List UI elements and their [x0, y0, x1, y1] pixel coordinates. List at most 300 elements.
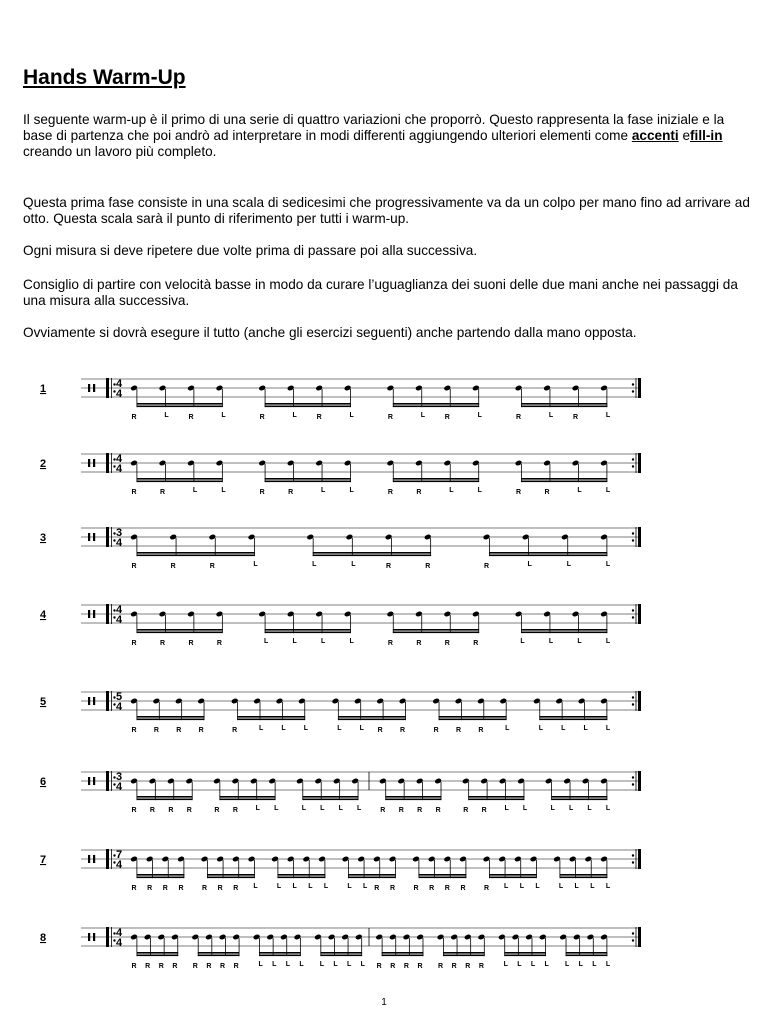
sticking-label: R [131, 563, 137, 570]
sixteenth-beam [137, 719, 205, 721]
start-repeat-thick-bar [106, 771, 109, 791]
repeat-dot [632, 783, 634, 785]
sticking-label: L [363, 883, 368, 890]
sticking-label: L [544, 961, 549, 968]
sixteenth-beam [489, 555, 607, 557]
sixteenth-beam [489, 877, 537, 879]
sixteenth-beam [265, 629, 351, 631]
sixteenth-beam [302, 796, 358, 798]
sticking-label: R [444, 414, 450, 421]
sticking-label: L [164, 412, 169, 419]
sixteenth-beam [302, 799, 358, 801]
sixteenth-beam [207, 874, 255, 876]
exercise-number: 6 [40, 776, 47, 788]
start-repeat-thick-bar [106, 378, 109, 398]
sticking-label: L [264, 638, 269, 645]
sticking-label: L [564, 961, 570, 968]
sixteenth-beam [348, 874, 396, 876]
sixteenth-beam [313, 555, 431, 557]
sticking-label: L [320, 805, 325, 812]
sixteenth-beam [566, 955, 608, 957]
sticking-label: R [417, 963, 423, 970]
percussion-clef [88, 459, 90, 467]
sticking-label: R [145, 963, 151, 970]
sixteenth-beam [137, 952, 179, 954]
sticking-label: L [477, 487, 482, 494]
repeat-dot [632, 616, 634, 618]
sixteenth-beam [198, 955, 240, 957]
percussion-clef [88, 533, 90, 541]
sticking-label: R [483, 563, 490, 570]
sixteenth-beam [393, 478, 479, 480]
start-repeat-thick-bar [106, 691, 109, 711]
sticking-label: L [583, 725, 588, 732]
sticking-label: R [544, 489, 550, 496]
sticking-label: R [198, 727, 204, 734]
sticking-label: R [158, 963, 164, 970]
time-signature-top: 4 [116, 378, 123, 390]
sticking-label: L [301, 805, 307, 812]
paragraph-scale: Questa prima fase consiste in una scala di sedicesimi che progressivamente va da un colpo per mano fino ad arrivare ad otto. Questa scala sarà il punto di riferimento per tutti i warm-up. [23, 195, 750, 226]
sixteenth-beam [137, 629, 223, 631]
sticking-label: L [299, 961, 304, 968]
sticking-label: R [386, 563, 392, 570]
intro-text-1: Il seguente warm-up è il primo di una serie di quattro variazioni che proporrò. Questo rappresenta la fase iniziale e la base di partenza che poi andrò ad interpretare in modi differenti aggiungendo ulteriori elementi come [23, 112, 725, 143]
exercise-number: 7 [40, 854, 47, 866]
sixteenth-beam [259, 952, 301, 954]
sticking-label: R [216, 640, 222, 647]
sixteenth-beam [137, 874, 185, 876]
end-repeat-thick-bar [638, 849, 641, 869]
sticking-label: R [159, 489, 166, 496]
sticking-label: R [460, 885, 466, 892]
end-repeat-thick-bar [638, 453, 641, 473]
sixteenth-beam [419, 877, 467, 879]
time-signature-top: 4 [116, 604, 123, 616]
sticking-label: L [349, 638, 354, 645]
sixteenth-beam [393, 403, 479, 405]
sixteenth-beam [137, 796, 193, 798]
sticking-label: L [522, 805, 528, 812]
sixteenth-beam [385, 796, 441, 798]
sixteenth-beam [265, 478, 351, 480]
sticking-label: L [292, 412, 297, 419]
sticking-label: R [387, 414, 393, 421]
sticking-label: R [416, 489, 422, 496]
sticking-label: R [206, 963, 212, 970]
sixteenth-beam [439, 719, 507, 721]
sticking-label: R [176, 727, 182, 734]
time-signature-bottom: 4 [116, 463, 123, 475]
percussion-clef [88, 855, 90, 863]
sticking-label: L [323, 883, 329, 890]
sticking-label: R [435, 807, 441, 814]
sticking-label: R [131, 885, 137, 892]
sticking-label: L [255, 805, 260, 812]
sticking-label: R [516, 414, 522, 421]
start-repeat-thick-bar [106, 927, 109, 947]
sixteenth-beam [439, 716, 507, 718]
sixteenth-beam [137, 552, 255, 554]
sticking-label: L [258, 961, 263, 968]
sticking-label: L [333, 961, 338, 968]
sixteenth-beam [259, 955, 301, 957]
sixteenth-beam [419, 874, 467, 876]
percussion-clef [93, 533, 95, 541]
sticking-label: L [359, 725, 364, 732]
sticking-label: L [527, 561, 532, 568]
sixteenth-beam [137, 955, 179, 957]
sticking-label: L [605, 412, 611, 419]
sticking-label: L [347, 961, 352, 968]
repeat-dot [632, 854, 634, 856]
sticking-label: R [217, 885, 223, 892]
time-signature-top: 4 [116, 927, 123, 939]
sticking-label: L [504, 805, 509, 812]
sticking-label: L [292, 883, 297, 890]
sixteenth-beam [393, 481, 479, 483]
percussion-clef [88, 933, 90, 941]
sticking-label: L [517, 961, 522, 968]
percussion-clef [88, 610, 90, 618]
sixteenth-beam [382, 955, 424, 957]
sticking-label: L [321, 638, 326, 645]
percussion-clef [93, 933, 95, 941]
exercise-number: 3 [40, 532, 47, 544]
sticking-label: R [377, 727, 383, 734]
sticking-label: R [387, 489, 393, 496]
repeat-dot [632, 939, 634, 941]
start-repeat-thick-bar [106, 527, 109, 547]
sticking-label: L [312, 561, 317, 568]
sixteenth-beam [468, 796, 524, 798]
sticking-label: L [561, 725, 566, 732]
repeat-dot [632, 532, 634, 534]
repeat-dot [632, 703, 634, 705]
repeat-dot [632, 383, 634, 385]
sticking-label: R [131, 963, 137, 970]
sticking-label: L [221, 412, 226, 419]
accenti-term: accenti [631, 128, 679, 143]
sixteenth-beam [137, 555, 255, 557]
percussion-clef [93, 855, 95, 863]
sixteenth-beam [219, 799, 275, 801]
sticking-label: R [178, 885, 184, 892]
sixteenth-beam [137, 478, 223, 480]
sixteenth-beam [265, 403, 351, 405]
time-signature-bottom: 4 [116, 701, 123, 713]
sticking-label: L [519, 883, 524, 890]
sticking-label: L [292, 638, 297, 645]
sixteenth-beam [338, 716, 406, 718]
sixteenth-beam [489, 874, 537, 876]
sticking-label: R [465, 963, 471, 970]
sixteenth-beam [278, 877, 326, 879]
percussion-clef [93, 697, 95, 705]
exercise-number: 2 [40, 458, 47, 470]
intro-text-3: creando un lavoro più completo. [23, 144, 217, 159]
sticking-label: L [449, 487, 454, 494]
percussion-clef [93, 610, 95, 618]
sticking-label: L [605, 961, 611, 968]
sticking-label: R [516, 489, 522, 496]
sticking-label: L [351, 561, 356, 568]
sixteenth-beam [137, 403, 223, 405]
sticking-label: R [131, 727, 137, 734]
sticking-label: L [574, 883, 579, 890]
repeat-dot [632, 776, 634, 778]
sticking-label: R [147, 885, 153, 892]
sticking-label: R [162, 885, 168, 892]
end-repeat-thick-bar [638, 771, 641, 791]
sticking-label: R [417, 807, 423, 814]
sticking-label: R [153, 727, 159, 734]
sticking-label: L [221, 487, 226, 494]
repeat-dot [632, 539, 634, 541]
time-signature-bottom: 4 [116, 781, 123, 793]
sticking-label: R [483, 885, 490, 892]
end-repeat-thick-bar [638, 378, 641, 398]
sticking-label: R [455, 727, 462, 734]
sticking-label: R [259, 489, 265, 496]
sixteenth-beam [320, 955, 362, 957]
sixteenth-beam [521, 403, 607, 405]
sticking-label: L [258, 725, 264, 732]
sticking-label: L [566, 561, 571, 568]
sticking-label: L [568, 805, 574, 812]
sixteenth-beam [320, 952, 362, 954]
start-repeat-thick-bar [106, 453, 109, 473]
repeat-dot [632, 465, 634, 467]
sticking-label: L [319, 961, 325, 968]
sixteenth-beam [521, 481, 607, 483]
sixteenth-beam [504, 955, 546, 957]
end-repeat-thick-bar [638, 604, 641, 624]
sixteenth-beam [348, 877, 396, 879]
sticking-label: L [274, 805, 279, 812]
sixteenth-beam [539, 719, 607, 721]
sixteenth-beam [521, 478, 607, 480]
sticking-label: L [253, 561, 258, 568]
paragraph-repeat: Ogni misura si deve ripetere due volte prima di passare poi alla successiva. [23, 243, 478, 258]
sticking-label: R [400, 727, 406, 734]
exercise-number: 5 [40, 696, 47, 708]
sticking-label: R [451, 963, 457, 970]
sticking-label: L [303, 725, 308, 732]
sticking-label: L [578, 961, 583, 968]
sixteenth-beam [237, 716, 305, 718]
sticking-label: L [605, 487, 611, 494]
exercise-number: 4 [40, 609, 47, 621]
sticking-label: R [398, 807, 404, 814]
sixteenth-beam [219, 796, 275, 798]
sixteenth-beam [468, 799, 524, 801]
time-signature-bottom: 4 [116, 937, 123, 949]
sticking-label: L [592, 961, 597, 968]
sticking-label: L [548, 638, 554, 645]
sticking-label: R [159, 640, 166, 647]
sticking-label: L [605, 638, 611, 645]
time-signature-bottom: 4 [116, 537, 123, 549]
sticking-label: L [535, 883, 540, 890]
sixteenth-beam [137, 799, 193, 801]
sixteenth-beam [566, 952, 608, 954]
repeat-dot [632, 390, 634, 392]
sticking-label: L [605, 725, 611, 732]
sticking-label: L [349, 487, 354, 494]
sticking-label: L [349, 412, 354, 419]
sticking-label: R [387, 640, 393, 647]
sticking-label: R [444, 640, 450, 647]
sticking-label: L [338, 805, 343, 812]
percussion-clef [88, 384, 90, 392]
sticking-label: L [272, 961, 277, 968]
sticking-label: L [587, 805, 592, 812]
sticking-label: L [276, 883, 282, 890]
sixteenth-beam [265, 406, 351, 408]
sticking-label: R [232, 727, 238, 734]
sticking-label: L [253, 883, 258, 890]
sticking-label: R [131, 414, 137, 421]
sticking-label: L [577, 638, 582, 645]
sticking-label: R [403, 963, 409, 970]
sixteenth-beam [137, 716, 205, 718]
sixteenth-beam [137, 406, 223, 408]
sixteenth-beam [443, 955, 485, 957]
sticking-label: R [131, 489, 137, 496]
sticking-label: L [590, 883, 595, 890]
sticking-label: R [188, 640, 194, 647]
end-repeat-thick-bar [638, 927, 641, 947]
sixteenth-beam [521, 629, 607, 631]
percussion-clef [88, 697, 90, 705]
sticking-label: R [376, 963, 382, 970]
time-signature-top: 4 [116, 453, 123, 465]
sticking-label: L [605, 561, 611, 568]
sticking-label: R [390, 963, 396, 970]
sticking-label: L [308, 883, 313, 890]
sixteenth-beam [265, 481, 351, 483]
exercise-number: 8 [40, 932, 47, 944]
sticking-label: L [538, 725, 543, 732]
sticking-label: R [316, 414, 322, 421]
repeat-dot [632, 696, 634, 698]
sticking-label: L [337, 725, 342, 732]
time-signature-top: 5 [116, 691, 123, 703]
sticking-label: L [357, 805, 362, 812]
sixteenth-beam [521, 406, 607, 408]
repeat-dot [632, 609, 634, 611]
sixteenth-beam [237, 719, 305, 721]
time-signature-top: 3 [116, 771, 123, 783]
sticking-label: R [380, 807, 386, 814]
sticking-label: L [605, 805, 611, 812]
start-repeat-thick-bar [106, 849, 109, 869]
sticking-label: L [420, 412, 425, 419]
sticking-label: L [550, 805, 555, 812]
sticking-label: R [201, 885, 208, 892]
sticking-label: L [281, 725, 286, 732]
sticking-label: R [188, 414, 194, 421]
sticking-label: L [503, 961, 508, 968]
sticking-label: R [214, 807, 220, 814]
end-repeat-thick-bar [638, 527, 641, 547]
sticking-label: L [520, 638, 525, 645]
sticking-label: R [259, 414, 265, 421]
fill-in-term: fill-in [690, 128, 723, 143]
sticking-label: R [288, 489, 294, 496]
end-repeat-thick-bar [638, 691, 641, 711]
sticking-label: R [220, 963, 226, 970]
start-repeat-thick-bar [106, 604, 109, 624]
sixteenth-beam [489, 552, 607, 554]
sixteenth-beam [539, 716, 607, 718]
sticking-label: L [505, 725, 510, 732]
sticking-label: R [413, 885, 419, 892]
sticking-label: R [478, 963, 484, 970]
sticking-label: L [504, 883, 509, 890]
sticking-label: R [149, 807, 155, 814]
sticking-label: R [172, 963, 178, 970]
sticking-label: L [360, 961, 365, 968]
time-signature-bottom: 4 [116, 388, 123, 400]
sticking-label: L [285, 961, 290, 968]
sixteenth-beam [385, 799, 441, 801]
sticking-label: L [192, 487, 198, 494]
sticking-label: R [433, 727, 439, 734]
sticking-label: R [473, 640, 479, 647]
percussion-clef [93, 459, 95, 467]
sixteenth-beam [338, 719, 406, 721]
repeat-dot [632, 861, 634, 863]
sixteenth-beam [137, 632, 223, 634]
sixteenth-beam [443, 952, 485, 954]
sticking-label: R [374, 885, 380, 892]
repeat-dot [632, 458, 634, 460]
percussion-clef [93, 777, 95, 785]
sixteenth-beam [551, 799, 607, 801]
sixteenth-beam [313, 552, 431, 554]
sticking-label: R [416, 640, 422, 647]
sticking-label: R [429, 885, 435, 892]
sticking-label: L [530, 961, 536, 968]
sixteenth-beam [265, 632, 351, 634]
sixteenth-beam [137, 877, 185, 879]
sticking-label: L [548, 412, 554, 419]
sticking-label: R [209, 563, 215, 570]
sticking-label: R [168, 807, 174, 814]
sticking-label: R [389, 885, 396, 892]
sticking-label: L [577, 487, 582, 494]
sticking-label: R [572, 414, 579, 421]
sticking-label: R [481, 807, 487, 814]
time-signature-bottom: 4 [116, 614, 123, 626]
paragraph-advice: Consiglio di partire con velocità basse in modo da curare l’uguaglianza dei suoni delle due mani anche nei passaggi da una misura alla successiva. [23, 277, 738, 308]
sixteenth-beam [393, 629, 479, 631]
sticking-label: R [463, 807, 469, 814]
sixteenth-beam [560, 874, 608, 876]
sticking-label: L [321, 487, 326, 494]
time-signature-bottom: 4 [116, 859, 123, 871]
sixteenth-beam [393, 406, 479, 408]
sixteenth-beam [198, 952, 240, 954]
sticking-label: R [131, 807, 137, 814]
sixteenth-beam [560, 877, 608, 879]
sixteenth-beam [521, 632, 607, 634]
sticking-label: R [425, 563, 431, 570]
sticking-label: L [558, 883, 564, 890]
sticking-label: R [444, 885, 450, 892]
